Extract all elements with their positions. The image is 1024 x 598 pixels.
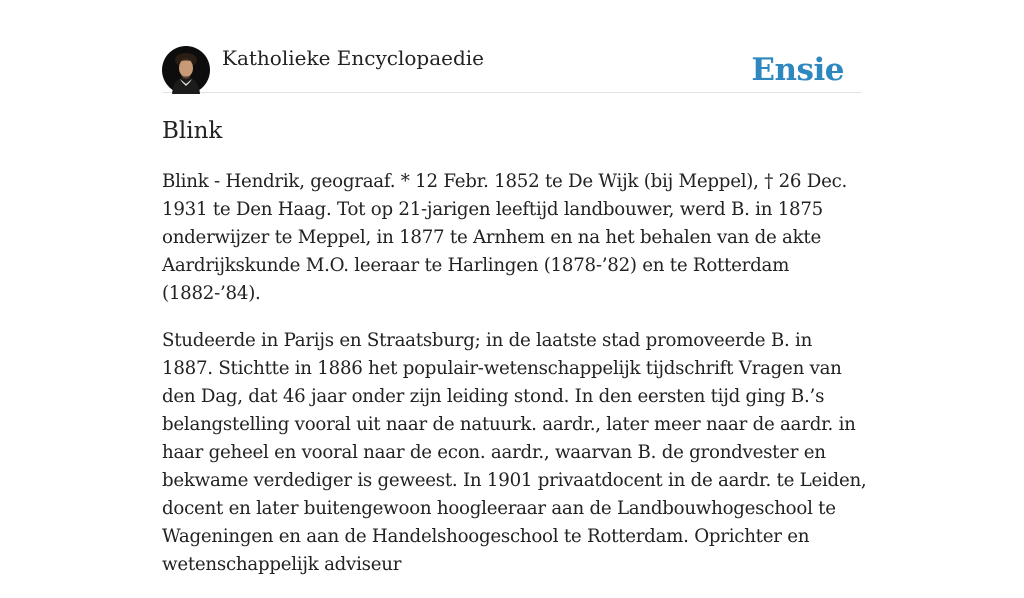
publication-avatar[interactable] [162, 46, 210, 94]
site-header [162, 46, 862, 93]
portrait-avatar-icon [162, 46, 210, 94]
article-body [162, 168, 868, 598]
site-name[interactable]: Katholieke Encyclopaedie [222, 46, 484, 70]
page-title: Blink [162, 118, 223, 144]
article-paragraph: Studeerde in Parijs en Straatsburg; in de laatste stad promoveerde B. in 1887. Stichtte in 1886 het populair-wetenschappelijk tijdschrift Vragen van den Dag, dat 46 jaar onder zijn leiding stond. In den eersten tijd ging B.’s belangstelling vooral uit naar de natuurk. aardr., later meer naar de aardr. in haar geheel en vooral naar de econ. aardr., waarvan B. de grondvester en bekwame verdediger is geweest. In 1901 privaatdocent in de aardr. te Leiden, docent en later buitengewoon hoogleeraar aan de Landbouwhogeschool te Wageningen en aan de Handelshoogeschool te Rotterdam. Oprichter en wetenschappelijk adviseur [162, 330, 867, 575]
article-paragraph: Blink - Hendrik, geograaf. * 12 Febr. 1852 te De Wijk (bij Meppel), † 26 Dec. 1931 te Den Haag. Tot op 21-jarigen leeftijd landbouwer, werd B. in 1875 onderwijzer te Meppel, in 1877 te Arnhem en na het behalen van de akte Aardrijkskunde M.O. leeraar te Harlingen (1878-’82) en te Rotterdam (1882-’84). [162, 171, 848, 304]
brand-logo[interactable]: Ensie [751, 52, 844, 88]
